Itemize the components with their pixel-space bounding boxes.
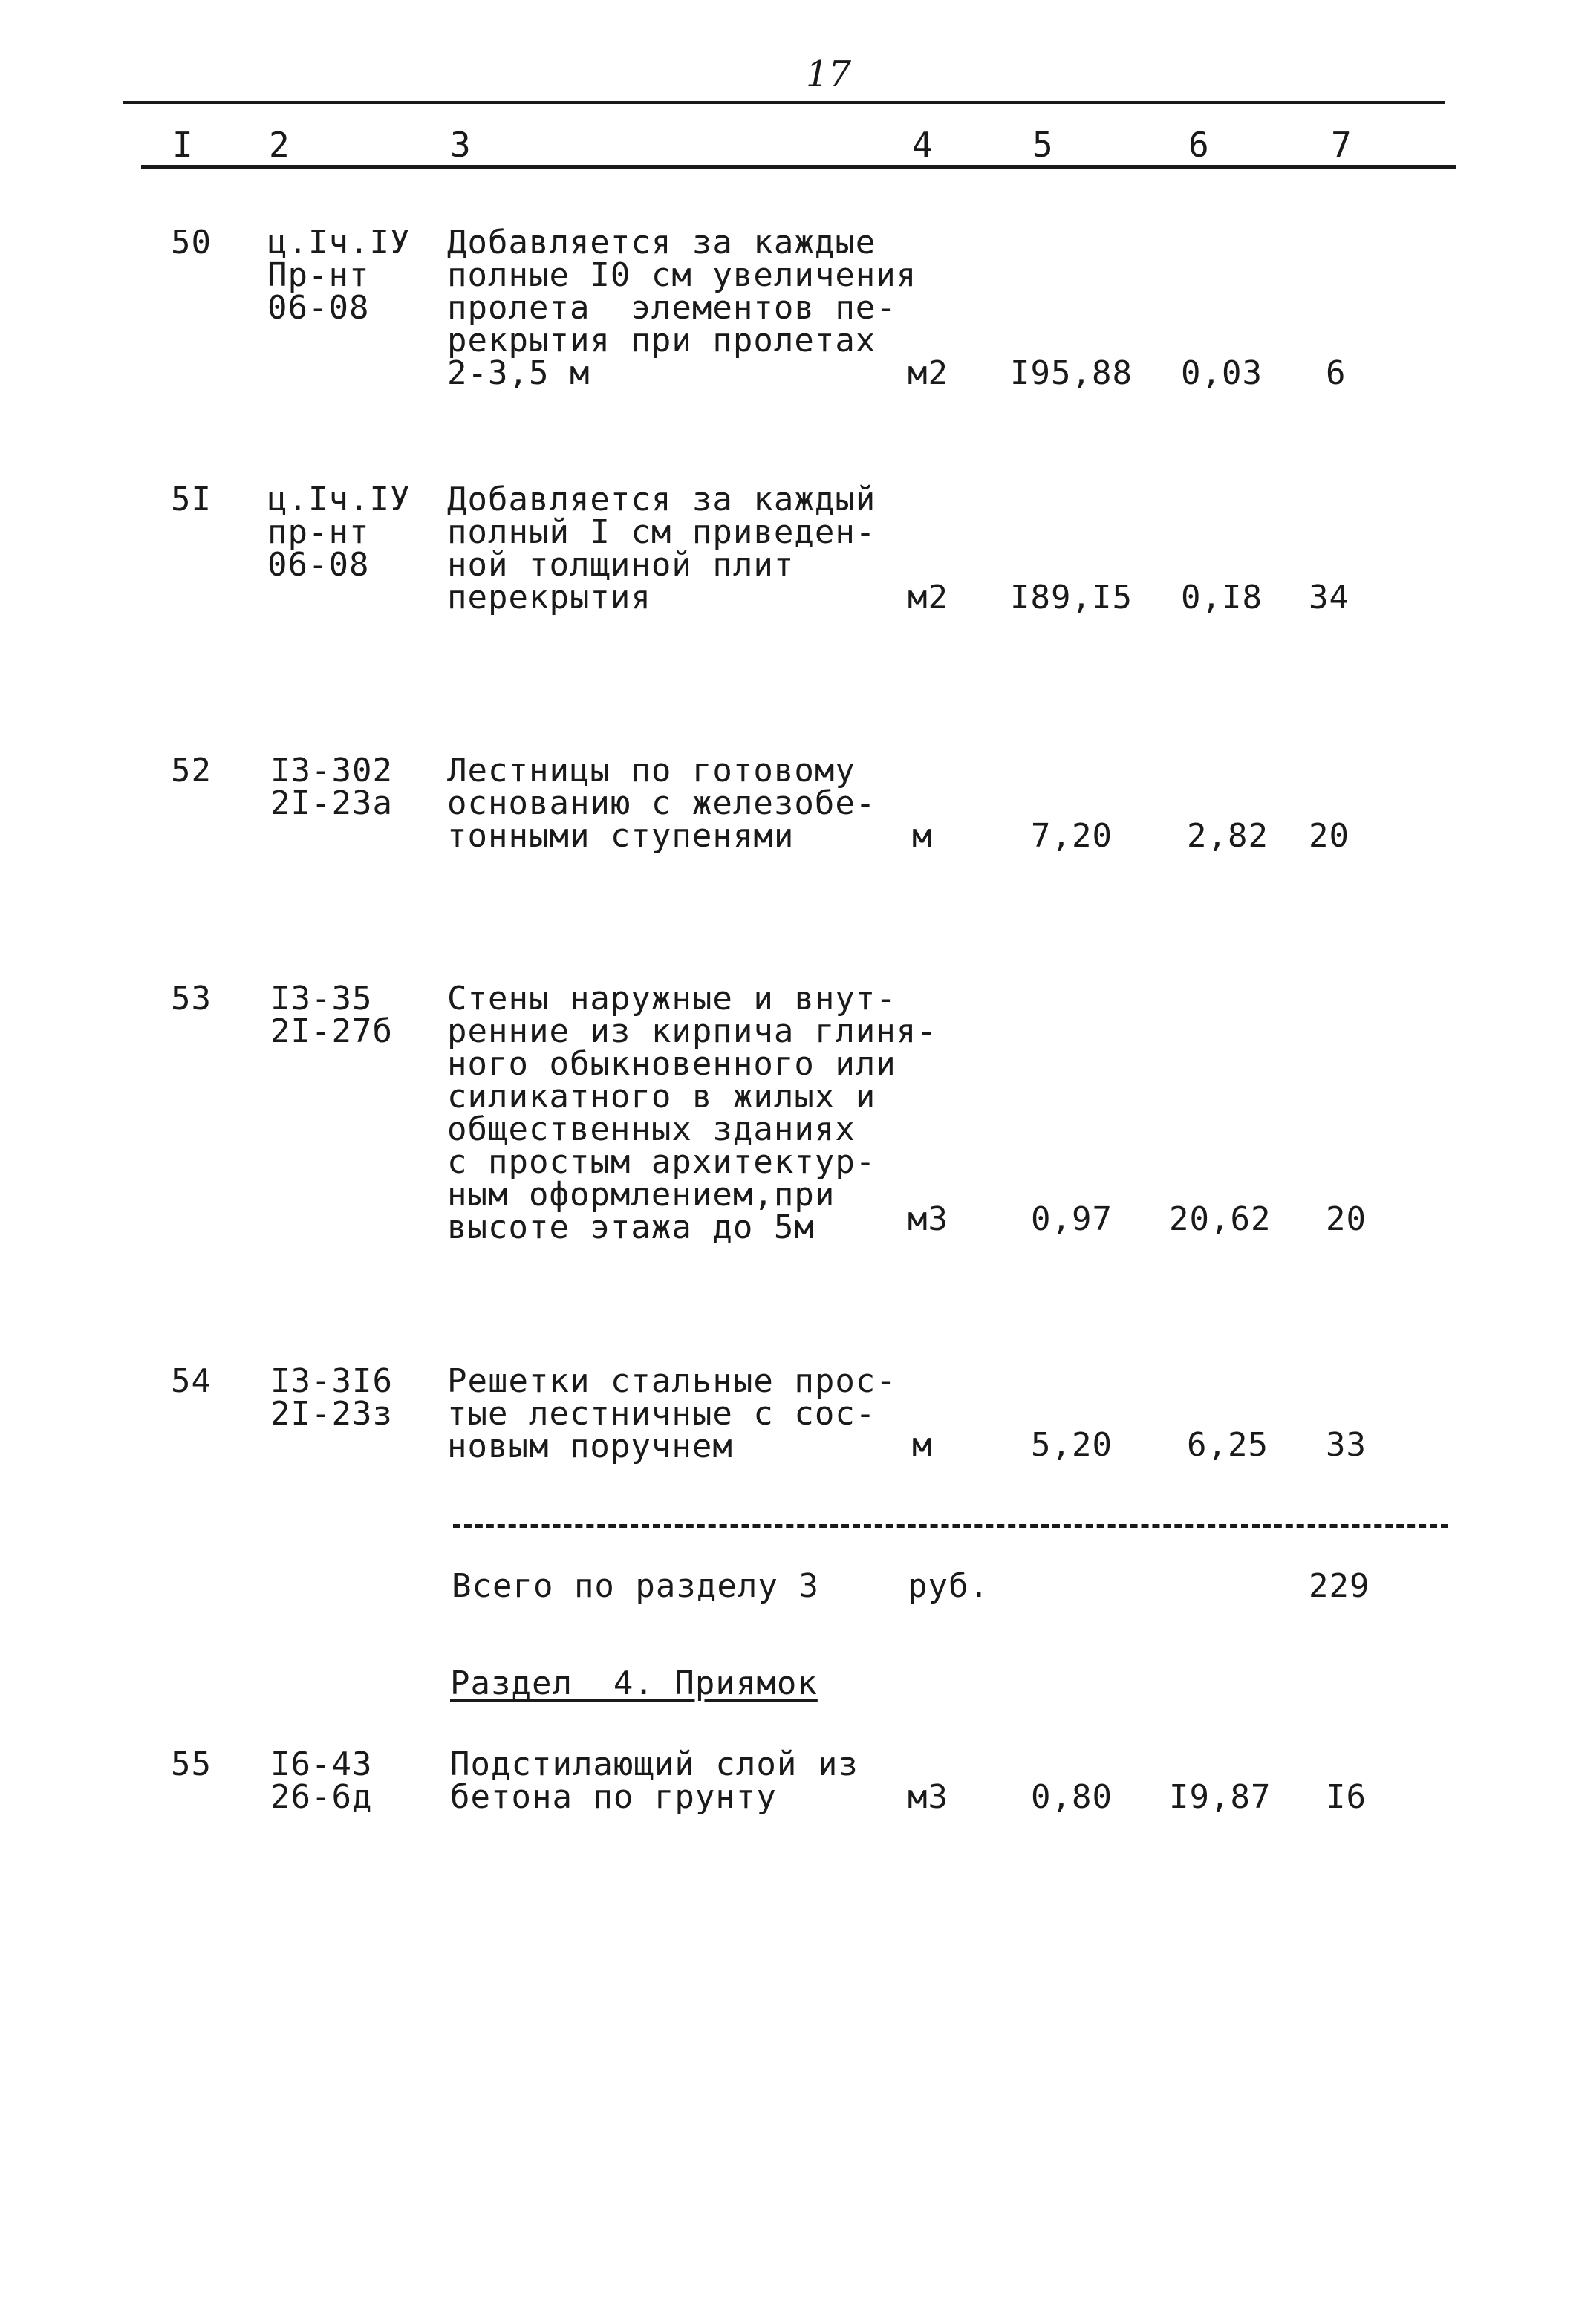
section-heading: Раздел 4. Приямок	[450, 1664, 818, 1702]
row-number: 54	[171, 1362, 212, 1400]
row-description: Лестницы по готовому основанию с железобе- тонными ступенями	[447, 752, 876, 855]
row-quantity: 5,20	[1031, 1426, 1113, 1464]
row-total: 34	[1309, 579, 1350, 616]
row-unit: м	[912, 817, 933, 855]
row-number: 5I	[171, 481, 212, 518]
col-header-1: I	[172, 125, 193, 165]
top-rule	[123, 101, 1445, 104]
row-price: 20,62	[1169, 1200, 1272, 1238]
col-header-6: 6	[1188, 125, 1209, 165]
row-number: 50	[171, 224, 212, 261]
row-unit: м3	[908, 1200, 948, 1238]
row-code: I3-302 2I-23а	[270, 752, 393, 822]
header-rule	[141, 165, 1456, 169]
row-unit: м	[912, 1426, 933, 1464]
row-number: 53	[171, 980, 212, 1018]
row-total: I6	[1326, 1778, 1367, 1816]
row-total: 6	[1326, 354, 1347, 392]
row-code: I3-35 2I-27б	[270, 980, 393, 1050]
row-price: 0,03	[1181, 354, 1263, 392]
row-code: ц.Iч.IУ Пр-нт 06-08	[267, 224, 411, 327]
row-unit: м2	[908, 579, 948, 616]
row-price: 0,I8	[1181, 579, 1263, 616]
row-description: Добавляется за каждый полный I см приведен- ной толщиной плит перекрытия	[447, 481, 876, 616]
row-description: Добавляется за каждые полные I0 см увеличения пролета элементов пе- рекрытия при пролетах 2-3,5 м	[447, 224, 917, 392]
row-total: 20	[1326, 1200, 1367, 1238]
row-number: 55	[171, 1745, 212, 1783]
subtotal-unit: руб.	[908, 1567, 989, 1605]
col-header-7: 7	[1331, 125, 1352, 165]
col-header-3: 3	[450, 125, 471, 165]
row-code: I3-3I6 2I-23з	[270, 1362, 393, 1433]
subtotal-label: Всего по разделу 3	[452, 1567, 819, 1605]
col-header-4: 4	[912, 125, 933, 165]
row-quantity: 0,97	[1031, 1200, 1113, 1238]
row-description: Стены наружные и внут- ренние из кирпича глиня- ного обыкновенного или силикатного в жилых и общественных зданиях с простым архитектур- ным оформлением,при высоте этажа до 5м	[447, 980, 937, 1246]
row-quantity: I95,88	[1010, 354, 1133, 392]
row-code: ц.Iч.IУ пр-нт 06-08	[267, 481, 411, 584]
row-quantity: 7,20	[1031, 817, 1113, 855]
row-description: Решетки стальные прос- тые лестничные с сос- новым поручнем	[447, 1362, 896, 1465]
row-total: 33	[1326, 1426, 1367, 1464]
page-number: 17	[806, 53, 852, 95]
row-description: Подстилающий слой из бетона по грунту	[450, 1745, 859, 1816]
dashed-separator	[453, 1524, 1448, 1528]
row-number: 52	[171, 752, 212, 790]
row-price: 2,82	[1187, 817, 1269, 855]
row-price: I9,87	[1169, 1778, 1272, 1816]
row-price: 6,25	[1187, 1426, 1269, 1464]
row-quantity: I89,I5	[1010, 579, 1133, 616]
row-code: I6-43 26-6д	[270, 1745, 373, 1816]
row-total: 20	[1309, 817, 1350, 855]
col-header-5: 5	[1032, 125, 1053, 165]
row-unit: м2	[908, 354, 948, 392]
col-header-2: 2	[269, 125, 290, 165]
subtotal-total: 229	[1309, 1567, 1370, 1605]
row-quantity: 0,80	[1031, 1778, 1113, 1816]
row-unit: м3	[908, 1778, 948, 1816]
